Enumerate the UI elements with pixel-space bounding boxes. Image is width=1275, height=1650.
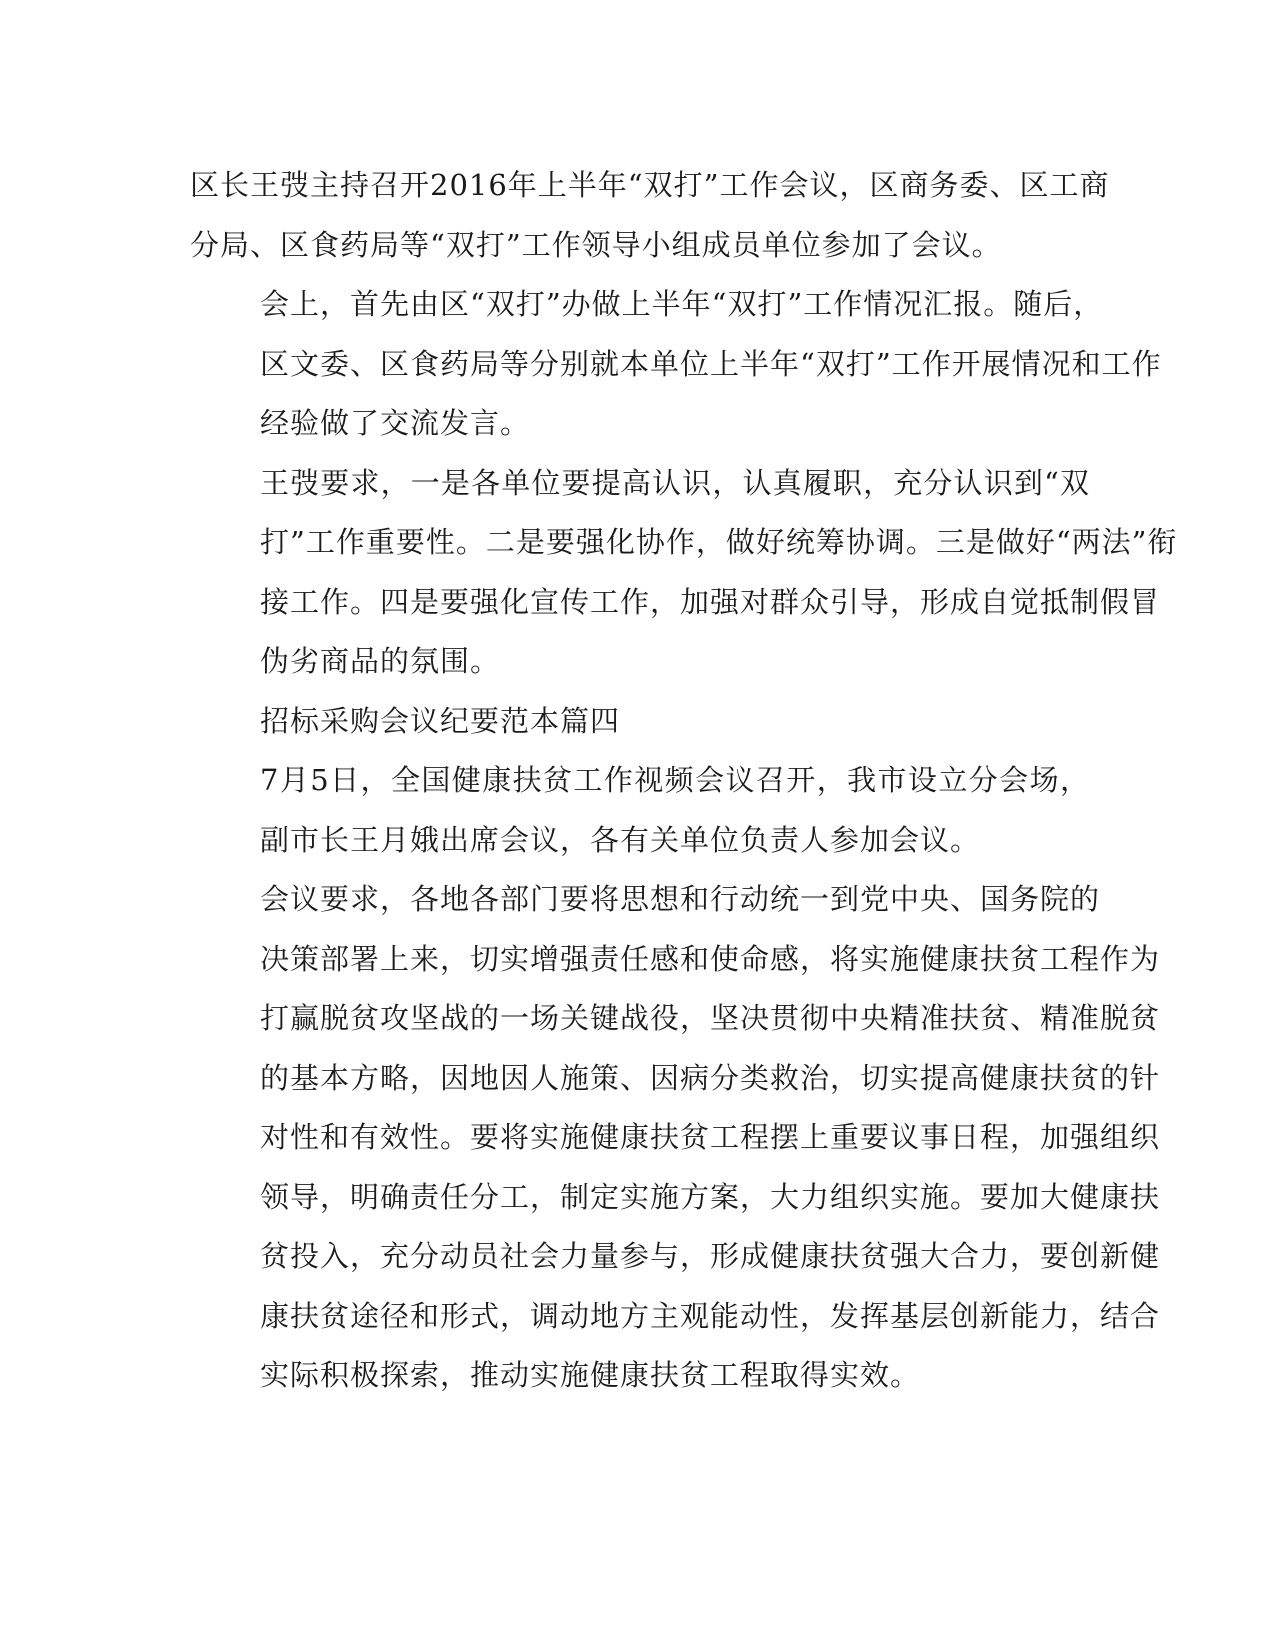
text-line: 贫投入，充分动员社会力量参与，形成健康扶贫强大合力，要创新健 xyxy=(260,1239,1161,1273)
text-line: 区长王弢主持召开2016年上半年“双打”工作会议，区商务委、区工商 xyxy=(190,168,1110,202)
text-line: 王弢要求，一是各单位要提高认识，认真履职，充分认识到“双 xyxy=(260,465,1090,500)
text-line: 会上，首先由区“双打”办做上半年“双打”工作情况汇报。随后， xyxy=(260,287,1104,321)
text-line: 副市长王月娥出席会议，各有关单位负责人参加会议。 xyxy=(260,822,981,857)
text-line: 伪劣商品的氛围。 xyxy=(260,644,501,678)
text-line: 经验做了交流发言。 xyxy=(260,406,531,440)
text-line: 实际积极探索，推动实施健康扶贫工程取得实效。 xyxy=(260,1358,921,1392)
text-line: 决策部署上来，切实增强责任感和使命感，将实施健康扶贫工程作为 xyxy=(260,941,1161,976)
text-line: 区文委、区食药局等分别就本单位上半年“双打”工作开展情况和工作 xyxy=(260,346,1162,381)
paragraph-2 xyxy=(190,275,1162,454)
text-line: 对性和有效性。要将实施健康扶贫工程摆上重要议事日程，加强组织 xyxy=(260,1120,1161,1154)
text-line: 打赢脱贫攻坚战的一场关键战役，坚决贯彻中央精准扶贫、精准脱贫 xyxy=(260,1001,1161,1035)
paragraph-6 xyxy=(190,870,1161,1406)
paragraph-3 xyxy=(190,454,1178,692)
paragraph-1 xyxy=(190,156,1110,275)
text-line: 打”工作重要性。二是要强化协作，做好统筹协调。三是做好“两法”衔 xyxy=(260,525,1178,559)
document-body xyxy=(190,156,1178,1406)
text-line: 康扶贫途径和形式，调动地方主观能动性，发挥基层创新能力，结合 xyxy=(260,1298,1161,1333)
text-line: 的基本方略，因地因人施策、因病分类救治，切实提高健康扶贫的针 xyxy=(260,1060,1161,1095)
text-line: 7月5日，全国健康扶贫工作视频会议召开，我市设立分会场， xyxy=(260,763,1090,797)
text-line: 招标采购会议纪要范本篇四 xyxy=(260,703,621,738)
text-line: 接工作。四是要强化宣传工作，加强对群众引导，形成自觉抵制假冒 xyxy=(260,584,1161,619)
text-line: 领导，明确责任分工，制定实施方案，大力组织实施。要加大健康扶 xyxy=(260,1179,1161,1214)
paragraph-5 xyxy=(190,751,1090,870)
text-line: 会议要求，各地各部门要将思想和行动统一到党中央、国务院的 xyxy=(260,882,1101,916)
text-line: 分局、区食药局等“双打”工作领导小组成员单位参加了会议。 xyxy=(190,227,1002,262)
section-heading xyxy=(190,692,1090,752)
